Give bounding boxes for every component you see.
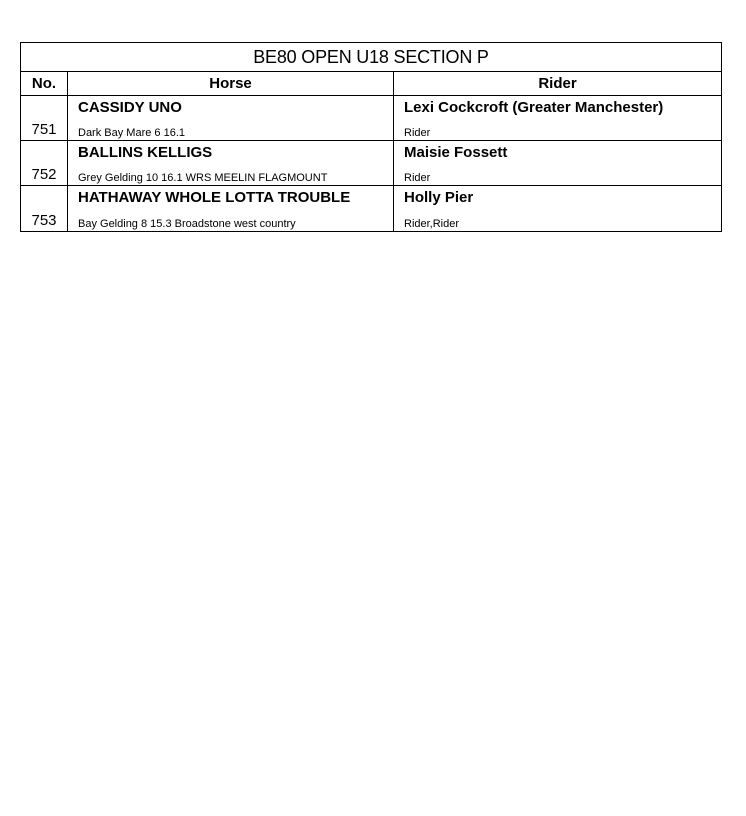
rider-name: Maisie Fossett <box>404 144 508 161</box>
horse-cell <box>68 96 394 140</box>
entry-number: 751 <box>21 96 68 140</box>
table-row <box>21 96 721 141</box>
start-list-table <box>20 42 722 232</box>
entry-number: 753 <box>21 186 68 231</box>
horse-name: HATHAWAY WHOLE LOTTA TROUBLE <box>78 189 351 206</box>
header-horse: Horse <box>68 72 394 95</box>
rider-cell <box>394 141 721 185</box>
rider-role: Rider,Rider <box>404 218 460 230</box>
rider-name: Lexi Cockcroft (Greater Manchester) <box>404 99 664 116</box>
rider-cell <box>394 186 721 231</box>
horse-cell <box>68 186 394 231</box>
horse-name: CASSIDY UNO <box>78 99 182 116</box>
horse-name: BALLINS KELLIGS <box>78 144 213 161</box>
horse-details: Bay Gelding 8 15.3 Broadstone west country <box>78 218 296 230</box>
rider-role: Rider <box>404 127 431 139</box>
rider-role: Rider <box>404 172 431 184</box>
rider-cell <box>394 96 721 140</box>
rider-name: Holly Pier <box>404 189 474 206</box>
header-rider: Rider <box>538 75 577 92</box>
table-header <box>21 72 721 96</box>
header-no: No. <box>21 72 68 95</box>
horse-details: Grey Gelding 10 16.1 WRS MEELIN FLAGMOUNT <box>78 172 328 184</box>
entry-number: 752 <box>21 141 68 185</box>
table-row <box>21 186 721 231</box>
horse-details: Dark Bay Mare 6 16.1 <box>78 127 185 139</box>
table-row <box>21 141 721 186</box>
section-title: BE80 OPEN U18 SECTION P <box>21 43 721 72</box>
horse-cell <box>68 141 394 185</box>
